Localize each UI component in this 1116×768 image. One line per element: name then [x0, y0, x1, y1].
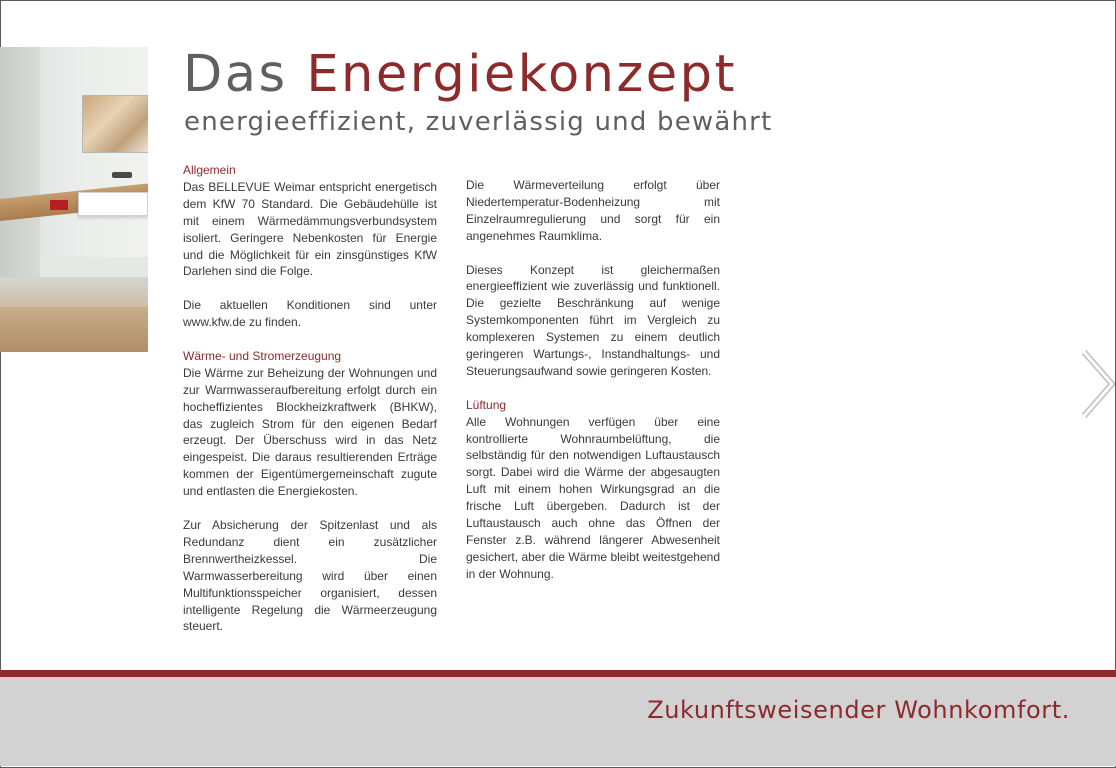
paragraph-lueftung: Alle Wohnungen verfügen über eine kontrollierte Wohnraumbelüftung, die selbständig für den notwendigen Luftaustausch sorgt. Dabei wird die Wärme der abgesaugten Luft mit einem hohen Wirkungsgrad an die frische Luft übergeben. Dadurch ist der Luftaustausch auch ohne das Öffnen der Fenster z.B. während längerer Abwesenheit gesichert, aber die Wärme bleibt weitestgehend in der Wohnung. [466, 414, 720, 581]
photo-tap [112, 172, 132, 178]
text-column-left [183, 162, 437, 635]
footer-accent-line [0, 670, 1116, 677]
section-heading-waerme: Wärme- und Stromerzeugung [183, 348, 342, 363]
paragraph-waerme-1: Die Wärme zur Beheizung der Wohnungen und zur Warmwasseraufbereitung erfolgt durch ein hocheffizientes Blockheizkraftwerk (BHKW), das zugleich Strom für den eigenen Bedarf erzeugt. Der Überschuss wird in das Netz eingespeist. Die daraus resultierenden Erträge kommen der Eigentümergemeinschaft zugute und entlasten die Energiekosten. [183, 365, 437, 499]
section-heading-allgemein: Allgemein [183, 163, 236, 177]
title-part1: Das [183, 45, 288, 104]
photo-wall-base [0, 277, 148, 309]
photo-basin [78, 192, 148, 216]
section-heading-lueftung: Lüftung [466, 397, 507, 412]
bathroom-photo [0, 47, 148, 352]
paragraph-verteilung: Die Wärmeverteilung erfolgt über Niedertemperatur-Bodenheizung mit Einzelraumregulierung und sorgt für ein angenehmes Raumklima. [466, 178, 720, 243]
photo-mirror [82, 95, 148, 153]
title-part2: Energiekonzept [306, 45, 738, 104]
paragraph-allgemein-2: Die aktuellen Konditionen sind unter www.kfw.de zu finden. [183, 298, 437, 330]
page-subtitle: energieeffizient, zuverlässig und bewährt [184, 107, 773, 137]
photo-red-box [50, 200, 68, 210]
photo-floor [0, 307, 148, 352]
chevron-right-icon [1078, 348, 1116, 420]
paragraph-konzept: Dieses Konzept ist gleichermaßen energieeffizient wie zuverlässig und funktionell. Die gezielte Beschränkung auf wenige Systemkomponenten führt im Vergleich zu komplexeren Systemen zu einem deutlich geringeren Wartungs-, Instandhaltungs- und Steuerungsaufwand sowie geringeren Kosten. [466, 262, 720, 378]
page-title [183, 45, 737, 105]
footer-slogan: Zukunftsweisender Wohnkomfort. [647, 696, 1070, 724]
paragraph-waerme-2: Zur Absicherung der Spitzenlast und als Redundanz dient ein zusätzlicher Brennwertheizkessel. Die Warmwasserbereitung wird über einen Multifunktionsspeicher organisiert, dessen intelligente Regelung die Wärmeerzeugung steuert. [183, 517, 437, 634]
next-page-button[interactable] [1078, 348, 1116, 420]
text-column-right [466, 177, 720, 583]
paragraph-allgemein-1: Das BELLEVUE Weimar entspricht energetisch dem KfW 70 Standard. Die Gebäudehülle ist mit einem Wärmedämmungsverbundsystem isoliert. Geringere Nebenkosten für Energie und die Möglichkeit für ein zinsgünstiges KfW Darlehen sind die Folge. [183, 179, 437, 279]
